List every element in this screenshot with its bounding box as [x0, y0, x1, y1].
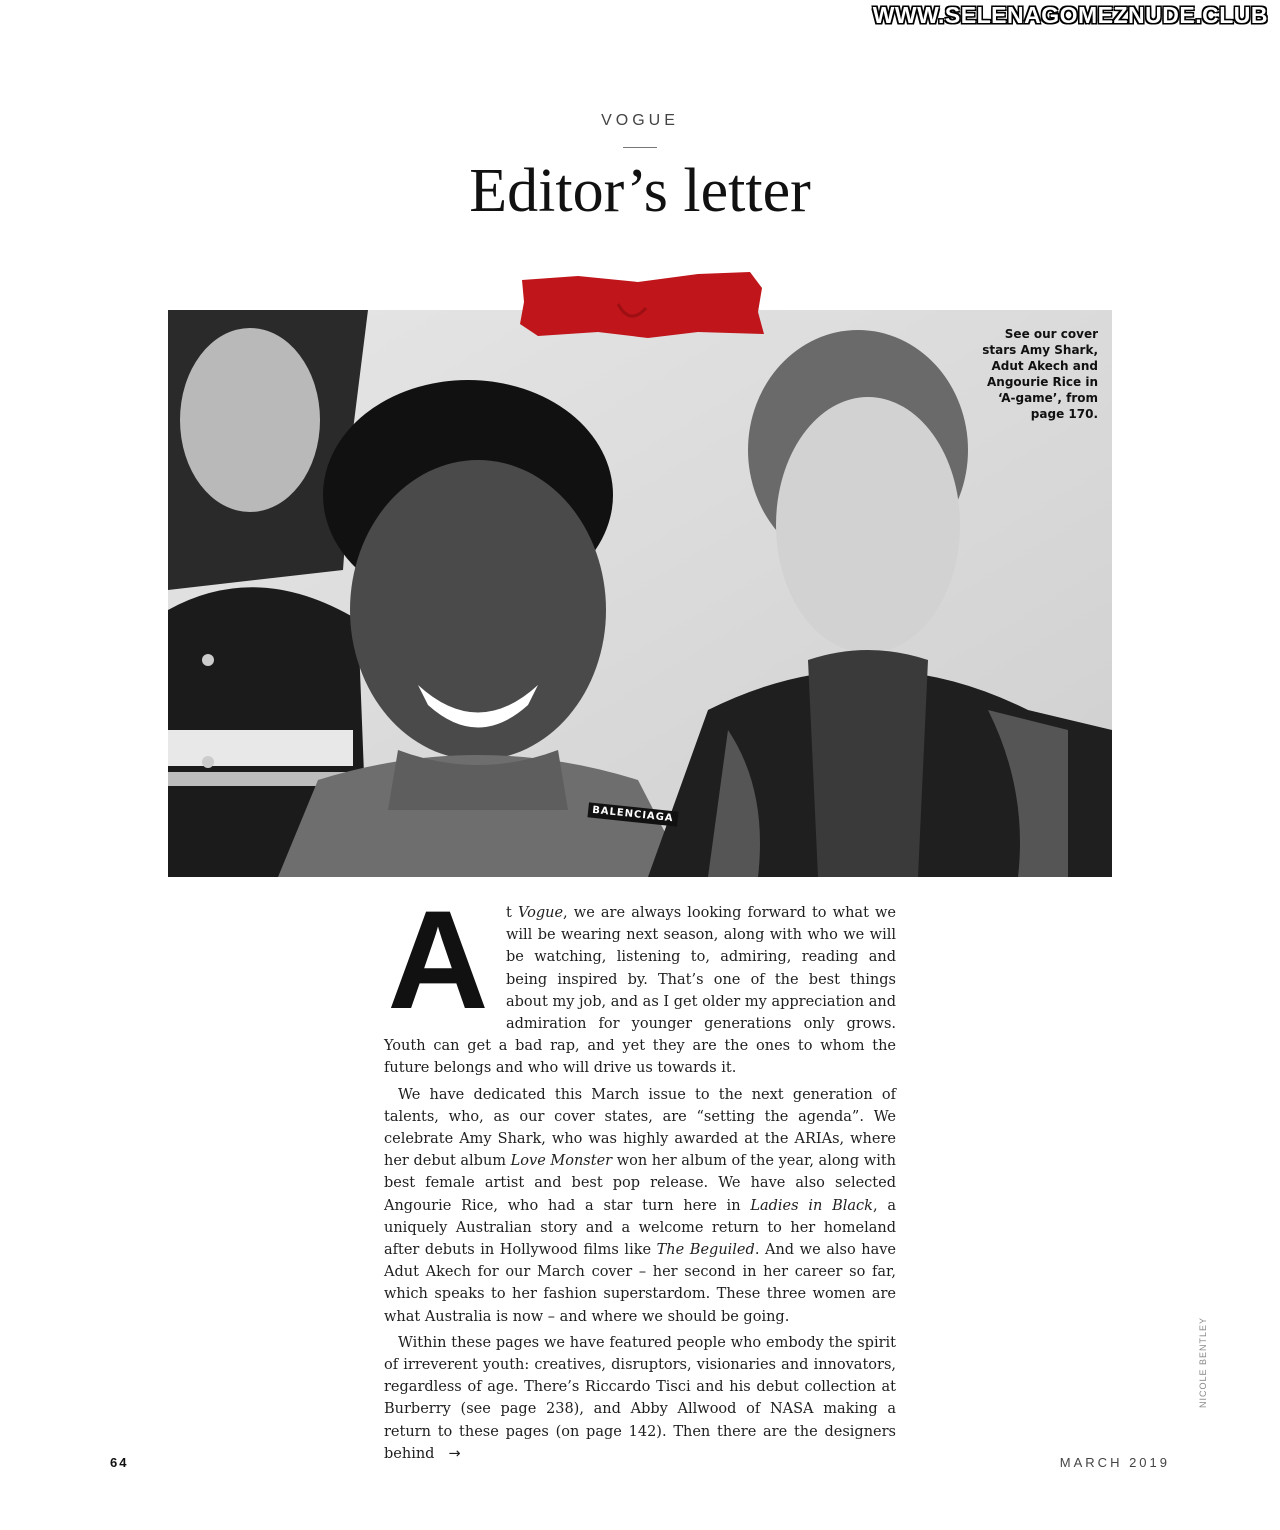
paragraph-3 — [384, 1332, 896, 1465]
film-title-2: The Beguiled — [656, 1242, 755, 1259]
site-watermark: WWW.SELENAGOMEZNUDE.CLUB — [872, 2, 1268, 28]
paragraph-1-lead: t — [506, 905, 518, 921]
svg-text:A: A — [387, 904, 489, 1014]
paragraph-1-text: , we are always looking forward to what we will be wearing next season, along with who we will be watching, listening to, admiring, reading and being inspired by. That’s one of the best things about my job, and as I get older my appreciation and admiration for younger generations only grows. Youth can get a bad rap, and yet they are the ones to whom the future belongs and who will drive us towards it. — [384, 905, 897, 1077]
photo-caption: See our cover stars Amy Shark, Adut Akech and Angourie Rice in ‘A-game’, from page 170. — [982, 327, 1098, 421]
p3-text: Within these pages we have featured people who embody the spirit of irreverent youth: creatives, disruptors, visionaries and innovators, regardless of age. There’s Riccardo Tisci and his debut collection at Burberry (see page 238), and Abby Allwood of NASA making a return to these pages (on page 142). Then there are the designers behind — [384, 1334, 896, 1462]
kicker-divider — [623, 147, 657, 148]
page-title: Editor’s letter — [469, 157, 811, 225]
portrait-illustration — [168, 310, 1112, 877]
brand-tag: BALENCIAGA — [587, 802, 678, 826]
continue-arrow-icon: → — [448, 1445, 461, 1462]
cover-stars-photo — [168, 310, 1112, 877]
red-tape-graphic — [518, 268, 766, 340]
paragraph-1 — [384, 902, 896, 1080]
page-number: 64 — [110, 1455, 129, 1470]
film-title-1: Ladies in Black — [750, 1197, 873, 1214]
photo-credit: NICOLE BENTLEY — [1198, 1316, 1208, 1408]
issue-date: MARCH 2019 — [1059, 1455, 1170, 1470]
section-kicker: VOGUE — [601, 112, 679, 129]
p2-text-2: won her album of the year, along with best female artist and best pop release. We have also selected Angourie Rice, who had a star turn here in — [384, 1153, 897, 1214]
paragraph-2 — [384, 1084, 896, 1328]
p2-text-1: We have dedicated this March issue to the next generation of talents, who, as our cover states, are “setting the agenda”. We celebrate Amy Shark, who was highly awarded at the ARIAs, where her debut album — [384, 1086, 896, 1170]
article-body — [384, 902, 896, 1469]
drop-cap — [384, 904, 492, 1014]
p2-text-4: . And we also have Adut Akech for our March cover – her second in her career so far, which speaks to her fashion superstardom. These three women are what Australia is now – and where we should be going. — [384, 1242, 896, 1325]
p2-text-3: , a uniquely Australian story and a welcome return to her homeland after debuts in Hollywood films like — [384, 1197, 896, 1259]
magazine-name: Vogue — [517, 905, 564, 921]
album-title: Love Monster — [510, 1153, 613, 1170]
